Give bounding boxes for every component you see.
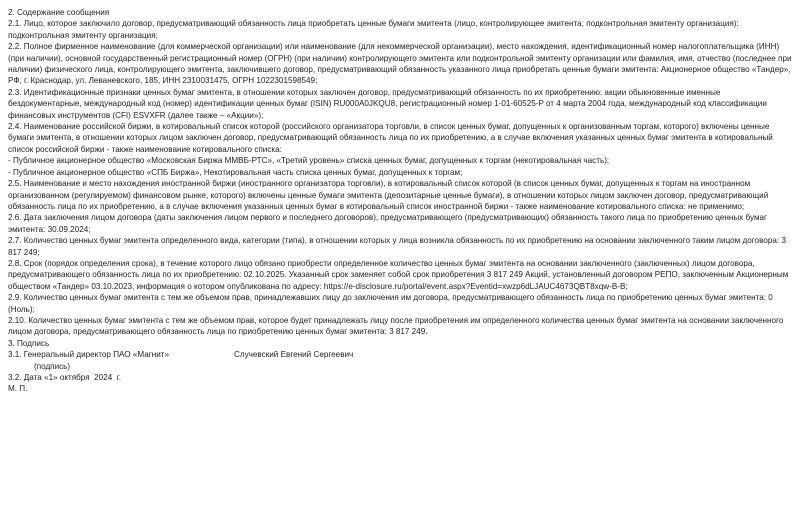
paragraph-2-8: 2.8. Срок (порядок определения срока), в течение которого лицо обязано приобрести определенное количество ценных бумаг эмитента на основании заключенного (заключенных) лицом договора, предусматривающего обязанность лица по их приобретению: 02.10.2025. Указанный срок заменяет собой срок приобретения 3 817 249 Акций, установленный договором РЕПО, заключенным Акционерным обществом «Тандер» 03.10.2023, информация о котором опубликована по адресу: https://e-disclosure.ru/portal/event.aspx?Eventid=xwzp6dLJAUC4673QBT8xqw-B-B; <box>8 258 789 291</box>
paragraph-2-4: 2.4. Наименование российской биржи, в котировальный список которой (российского организатора торговли, в список ценных бумаг, допущенных к организованным торгам, которого) включены ценные бумаги эмитента, в отношении которых лицом заключен договор, предусматривающий обязанность лица по их приобретению, а в случае включения указанных ценных бумаг эмитента в котировальный список российской биржи - также наименование котировального списка: <box>8 122 773 154</box>
signatory-name: Случевский Евгений Сергеевич <box>234 350 354 360</box>
paragraph-2-9: 2.9. Количество ценных бумаг эмитента с тем же объемом прав, принадлежавших лицу до заключения им договора, предусматривающего обязанность лица по приобретению ценных бумаг эмитента: 0 (Ноль); <box>8 293 773 314</box>
paragraph-2-4-item-moex: - Публичное акционерное общество «Московская Биржа ММВБ-РТС», «Третий уровень» списка ценных бумаг, допущенных к торгам (некотировальная часть); <box>8 156 610 166</box>
paragraph-2-1: 2.1. Лицо, которое заключило договор, предусматривающий обязанность лица приобретать ценные бумаги эмитента (лицо, контролирующее эмитента; подконтрольная эмитенту организация): подконтрольная эмитенту организация; <box>8 19 739 40</box>
paragraph-2-4-item-spb: - Публичное акционерное общество «СПБ Биржа», Некотировальная часть списка ценных бумаг, допущенных к торгам; <box>8 167 463 177</box>
signature-label: (подпись) <box>34 361 71 371</box>
signature-row <box>8 349 792 360</box>
paragraph-2-6: 2.6. Дата заключения лицом договора (даты заключения лицом первого и последнего договоров), предусматривающего (предусматривающих) обязанность такого лица по приобретению ценных бумаг эмитента: 30.09.2024; <box>8 213 768 234</box>
paragraph-2-10: 2.10. Количество ценных бумаг эмитента с тем же объемом прав, которое будет принадлежать лицу после приобретения им определенного количества ценных бумаг эмитента на основании заключенного лицом договора, предусматривающего обязанность лица по приобретению ценных бумаг эмитента: 3 817 249. <box>8 315 784 337</box>
stamp-place: М. П. <box>8 384 28 394</box>
signature-section-title: 3. Подпись <box>8 338 50 348</box>
paragraph-2-2: 2.2. Полное фирменное наименование (для коммерческой организации) или наименование (для некоммерческой организации), место нахождения, идентификационный номер налогоплательщика (ИНН) (при наличии), основной государственный регистрационный номер (ОГРН) (при наличии) контролирующего эмитента или подконтрольной эмитенту организации или фамилия, имя, отчество (последнее при наличии) физического лица, контролирующего эмитента, заключившего договор, предусматривающий обязанность указанного лица приобретать ценные бумаги эмитента: Акционерное общество «Тандер», РФ, г. Краснодар, ул. Леваневского, 185, ИНН 2310031475, ОГРН 1022301598549; <box>8 42 792 86</box>
paragraph-2-7: 2.7. Количество ценных бумаг эмитента определенного вида, категории (типа), в отношении которых у лица возникла обязанность по их приобретению на основании заключенного таким лицом договора: 3 817 249; <box>8 236 786 257</box>
signatory-position: 3.1. Генеральный директор ПАО «Магнит» <box>8 350 169 360</box>
paragraph-2-3: 2.3. Идентификационные признаки ценных бумаг эмитента, в отношении которых заключен договор, предусматривающий обязанность по их приобретению: акции обыкновенные именные бездокументарные, международный код (номер) идентификации ценных бумаг (ISIN) RU000A0JKQU8, регистрационный номер 1-01-60525-P от 4 марта 2004 года, международный код классификации финансовых инструментов (CFI) ESVXFR (далее также – «Акции»); <box>8 87 767 120</box>
section-title: 2. Содержание сообщения <box>8 8 110 17</box>
signature-date: 3.2. Дата «1» октября 2024 г. <box>8 373 121 382</box>
paragraph-2-5: 2.5. Наименование и место нахождения иностранной биржи (иностранного организатора торговли), в котировальный список которой (в список ценных бумаг, допущенных к торгам на иностранном организованном (регулируемом) финансовом рынке, которого) включены ценные бумаги эмитента (депозитарные ценные бумаги), в отношении которых лицом заключен договор, предусматривающий обязанность лица по их приобретению, а в случае включения указанных ценных бумаг в котировальный список иностранной биржи - также наименование котировального списка: не применимо; <box>8 179 769 211</box>
